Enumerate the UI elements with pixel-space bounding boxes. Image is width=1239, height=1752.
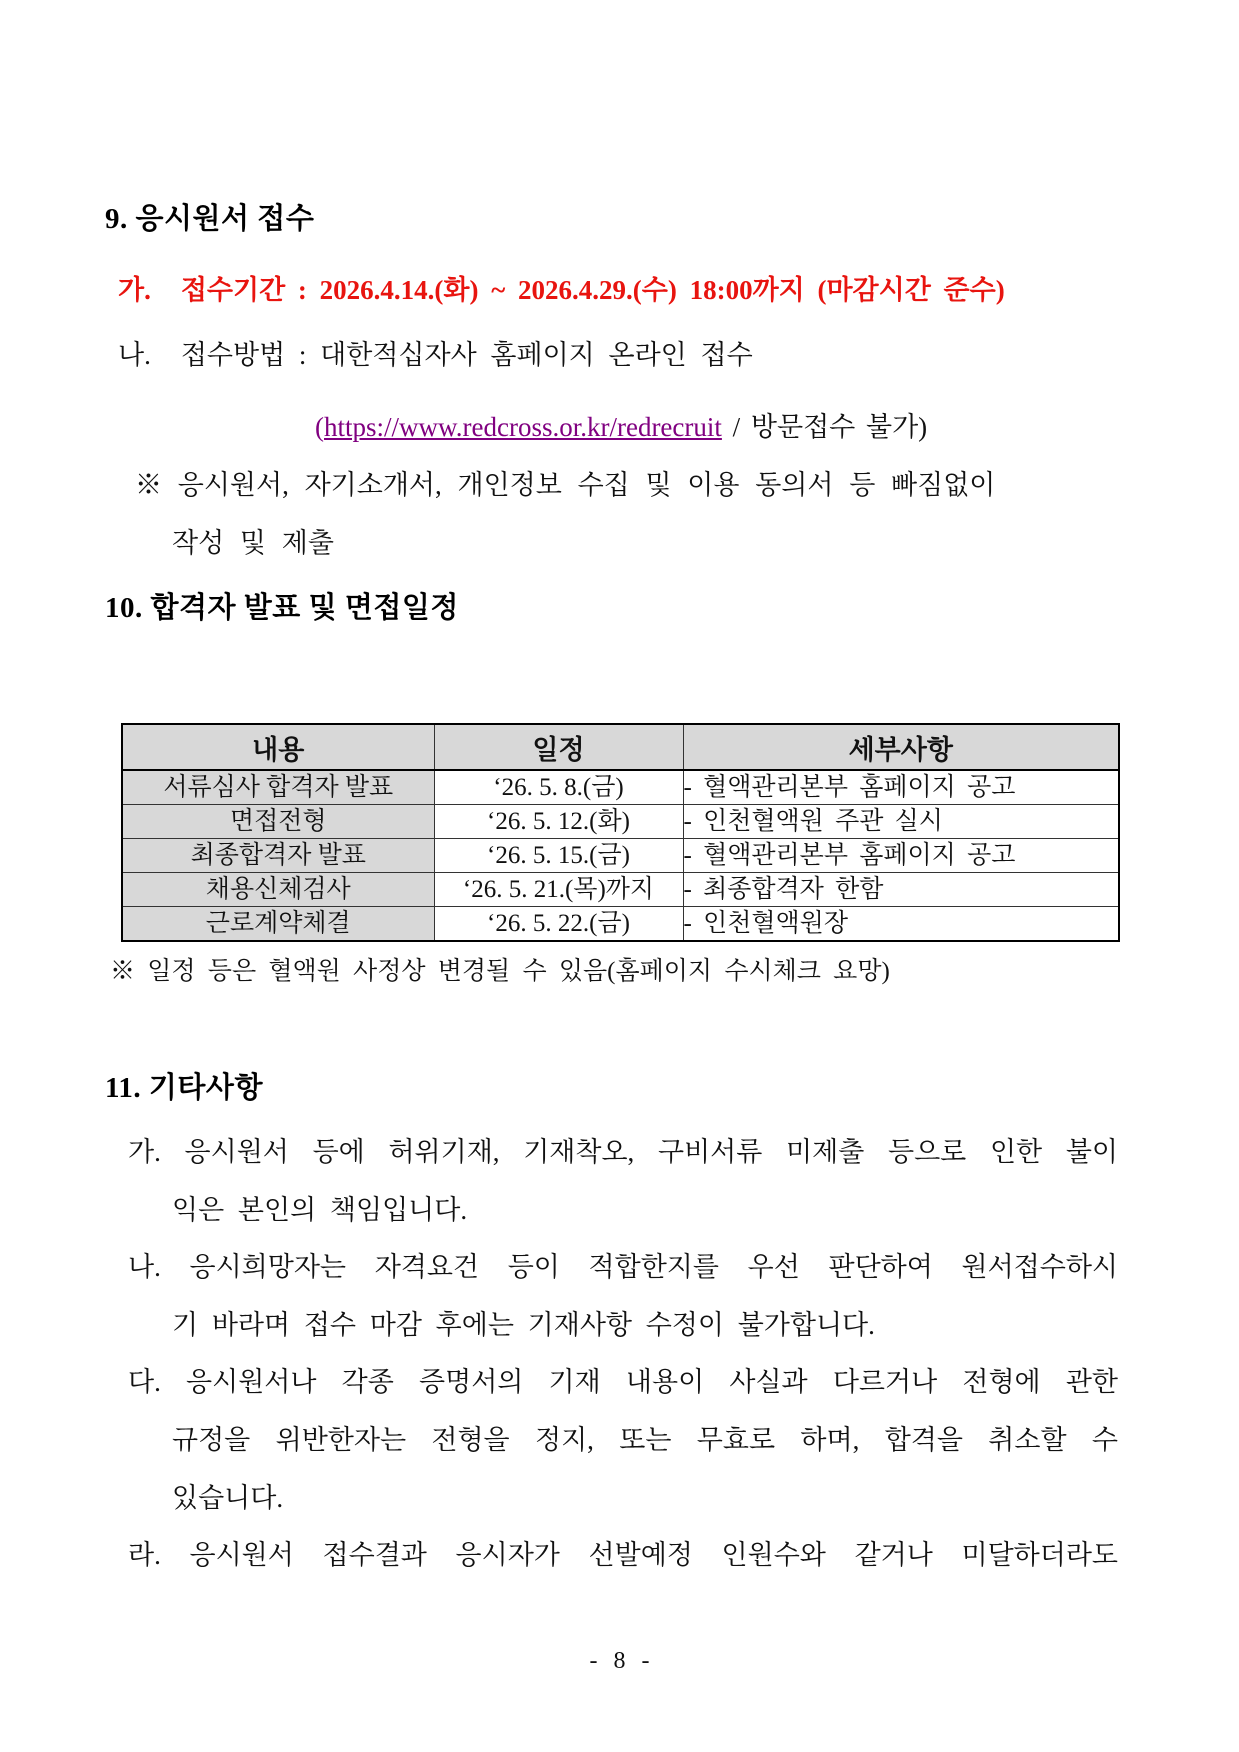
- table-row: [122, 805, 1119, 839]
- application-period-text: 접수기간 : 2026.4.14.(화) ~ 2026.4.29.(수) 18:00까지 (마감시간 준수): [180, 275, 1005, 305]
- cell-detail: - 인천혈액원 주관 실시: [683, 805, 1119, 839]
- cell-detail: - 인천혈액원장: [683, 907, 1119, 942]
- schedule-table-header-row: [122, 724, 1119, 770]
- table-row: [122, 770, 1119, 805]
- cell-content: 서류심사 합격자 발표: [122, 770, 434, 805]
- cell-content: 근로계약체결: [122, 907, 434, 942]
- application-method-text: 접수방법 : 대한적십자사 홈페이지 온라인 접수: [180, 340, 753, 370]
- submission-note-line1: ※ 응시원서, 자기소개서, 개인정보 수집 및 이용 동의서 등 빠짐없이: [135, 470, 996, 500]
- cell-date: ‘26. 5. 8.(금): [434, 770, 683, 805]
- table-row: [122, 907, 1119, 942]
- misc-item-ra-line1: 라. 응시원서 접수결과 응시자가 선발예정 인원수와 같거나 미달하더라도: [128, 1540, 1118, 1570]
- application-period-line: [118, 268, 1005, 307]
- cell-detail: - 혈액관리본부 홈페이지 공고: [683, 770, 1119, 805]
- col-header-schedule: 일정: [434, 724, 683, 770]
- cell-content: 최종합격자 발표: [122, 839, 434, 873]
- schedule-change-note: ※ 일정 등은 혈액원 사정상 변경될 수 있음(홈페이지 수시체크 요망): [110, 958, 890, 985]
- section-9-heading: 9. 응시원서 접수: [105, 203, 315, 235]
- url-open-paren: (: [315, 412, 324, 442]
- url-suffix-text: / 방문접수 불가): [721, 412, 928, 442]
- application-method-line: [118, 333, 753, 372]
- cell-date: ‘26. 5. 21.(목)까지: [434, 873, 683, 907]
- misc-item-da-line1: 다. 응시원서나 각종 증명서의 기재 내용이 사실과 다르거나 전형에 관한: [128, 1367, 1118, 1397]
- section-10-heading: 10. 합격자 발표 및 면접일정: [105, 592, 459, 624]
- schedule-table: [121, 723, 1120, 942]
- misc-item-da-line2: 규정을 위반한자는 전형을 정지, 또는 무효로 하며, 합격을 취소할 수: [172, 1425, 1118, 1455]
- misc-item-na-line1: 나. 응시희망자는 자격요건 등이 적합한지를 우선 판단하여 원서접수하시: [128, 1252, 1118, 1282]
- col-header-content: 내용: [122, 724, 434, 770]
- section-11-heading: 11. 기타사항: [105, 1072, 263, 1104]
- table-row: [122, 873, 1119, 907]
- cell-detail: - 최종합격자 한함: [683, 873, 1119, 907]
- cell-date: ‘26. 5. 22.(금): [434, 907, 683, 942]
- cell-date: ‘26. 5. 15.(금): [434, 839, 683, 873]
- application-url-line: [315, 405, 927, 444]
- col-header-details: 세부사항: [683, 724, 1119, 770]
- redcross-recruit-link[interactable]: https://www.redcross.or.kr/redrecruit: [324, 412, 722, 442]
- item-label-na: 나.: [118, 340, 151, 370]
- misc-item-na-line2: 기 바라며 접수 마감 후에는 기재사항 수정이 불가합니다.: [172, 1310, 875, 1340]
- cell-content: 채용신체검사: [122, 873, 434, 907]
- cell-date: ‘26. 5. 12.(화): [434, 805, 683, 839]
- misc-item-da-line3: 있습니다.: [172, 1483, 284, 1513]
- submission-note-line2: 작성 및 제출: [172, 528, 334, 558]
- cell-content: 면접전형: [122, 805, 434, 839]
- page-number: - 8 -: [589, 1648, 650, 1674]
- table-row: [122, 839, 1119, 873]
- misc-item-ga-line1: 가. 응시원서 등에 허위기재, 기재착오, 구비서류 미제출 등으로 인한 불이: [128, 1137, 1118, 1167]
- cell-detail: - 혈액관리본부 홈페이지 공고: [683, 839, 1119, 873]
- item-label-ga: 가.: [118, 275, 151, 305]
- misc-item-ga-line2: 익은 본인의 책임입니다.: [172, 1195, 468, 1225]
